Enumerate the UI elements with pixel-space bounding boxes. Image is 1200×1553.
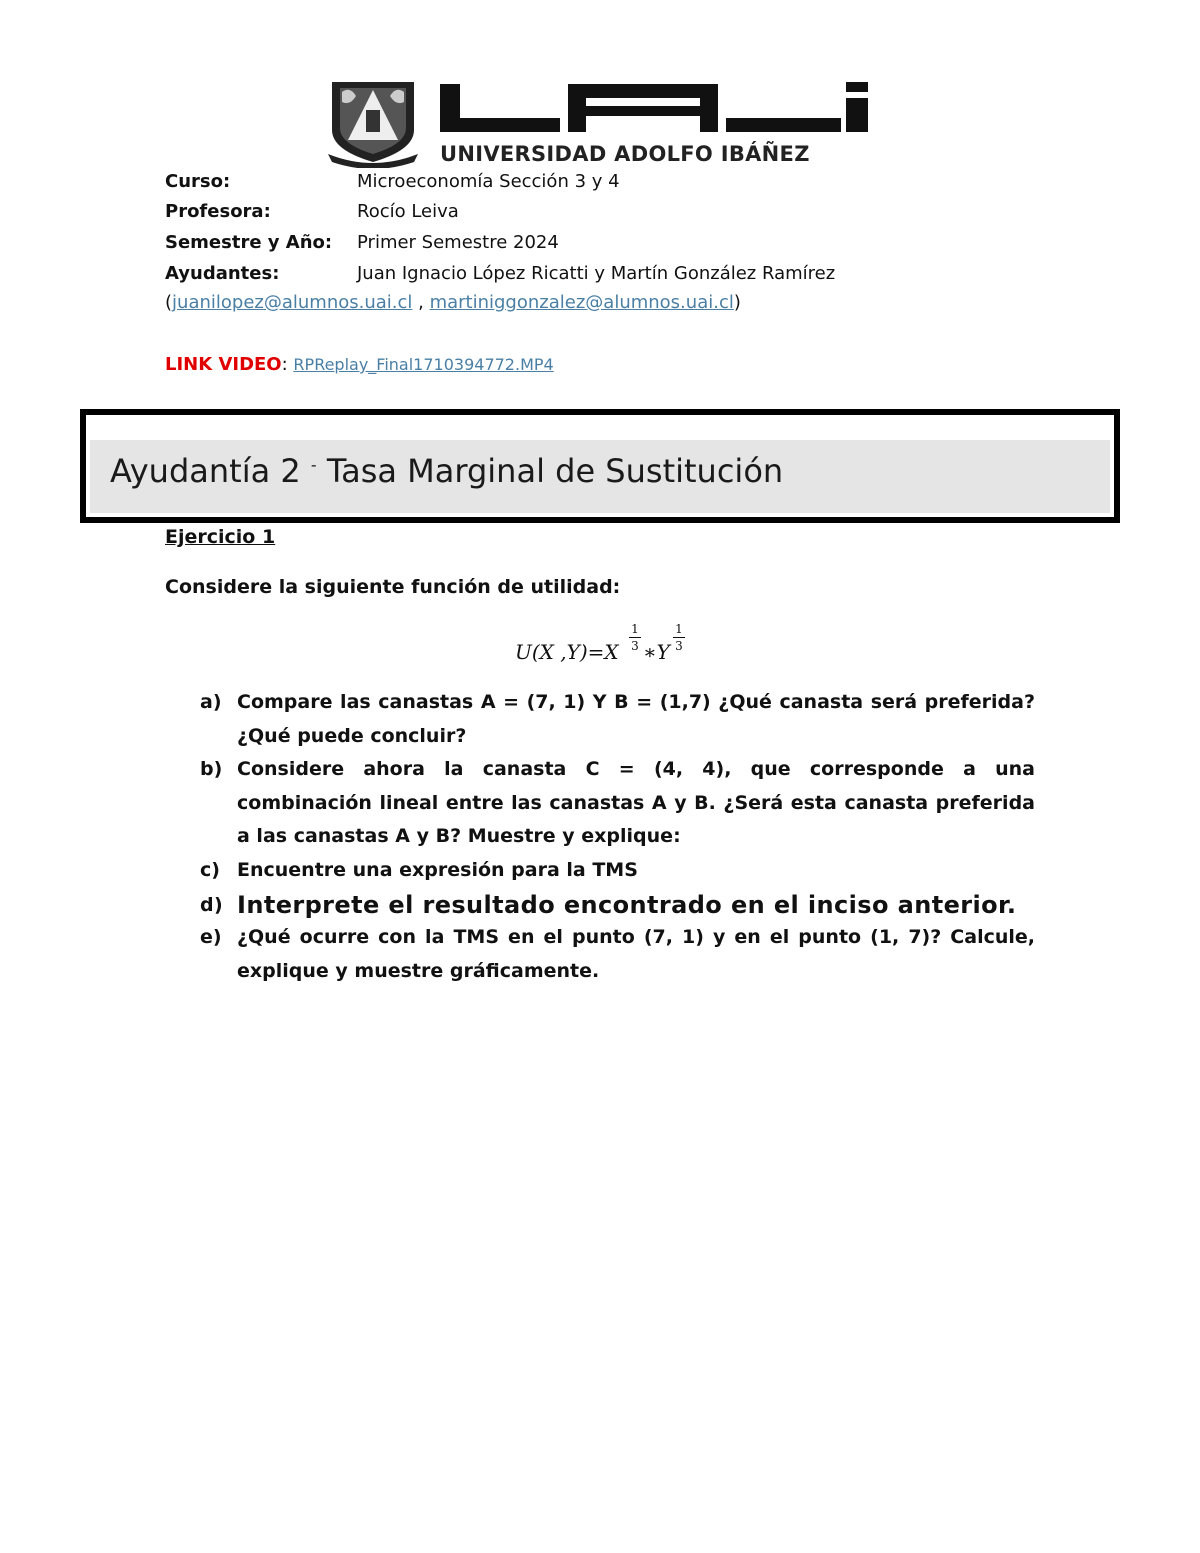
professor-label: Profesora: — [165, 201, 271, 222]
email-link-1[interactable]: juanilopez@alumnos.uai.cl — [172, 292, 413, 313]
course-label: Curso: — [165, 171, 231, 192]
list-item: d) Interprete el resultado encontrado en el inciso anterior. — [200, 891, 1017, 919]
list-item: b) Considere ahora la canasta C = (4, 4), que corresponde a una combinación lineal entre las canastas A y B. ¿Será esta canasta preferida a las canastas A y B? Muestre y explique: — [200, 758, 1035, 847]
video-link-row: LINK VIDEO: RPReplay_Final1710394772.MP4 — [165, 354, 554, 375]
uai-wordmark — [440, 82, 868, 132]
exponent-x: 1 3 — [629, 622, 641, 653]
list-item: c) Encuentre una expresión para la TMS — [200, 858, 638, 881]
page-title: Ayudantía 2 - Tasa Marginal de Sustitución — [110, 452, 784, 490]
university-name: UNIVERSIDAD ADOLFO IBÁÑEZ — [440, 142, 810, 166]
assistants-value: Juan Ignacio López Ricatti y Martín González Ramírez — [357, 263, 836, 284]
video-label: LINK VIDEO — [165, 354, 282, 375]
utility-formula — [515, 620, 715, 670]
course-value: Microeconomía Sección 3 y 4 — [357, 171, 620, 192]
video-link[interactable]: RPReplay_Final1710394772.MP4 — [293, 355, 554, 374]
assistants-label: Ayudantes: — [165, 263, 280, 284]
email-link-2[interactable]: martiniggonzalez@alumnos.uai.cl — [429, 292, 734, 313]
exercise-intro: Considere la siguiente función de utilidad: — [165, 576, 621, 598]
exponent-y: 1 3 — [673, 622, 685, 653]
exercise-title: Ejercicio 1 — [165, 526, 276, 548]
question-list — [200, 686, 1035, 988]
formula-mid: ∗Y — [643, 640, 670, 664]
title-box — [80, 409, 1120, 523]
formula-lhs: U(X ,Y)=X — [515, 640, 619, 664]
list-item: a) Compare las canastas A = (7, 1) Y B = (1,7) ¿Qué canasta será preferida? ¿Qué puede concluir? — [200, 691, 1035, 747]
semester-value: Primer Semestre 2024 — [357, 232, 559, 253]
professor-value: Rocío Leiva — [357, 201, 459, 222]
assistant-emails: (juanilopez@alumnos.uai.cl , martiniggonzalez@alumnos.uai.cl) — [165, 292, 741, 313]
list-item: e) ¿Qué ocurre con la TMS en el punto (7, 1) y en el punto (1, 7)? Calcule, explique y muestre gráficamente. — [200, 926, 1035, 982]
semester-label: Semestre y Año: — [165, 232, 333, 253]
crest-icon — [328, 82, 418, 168]
